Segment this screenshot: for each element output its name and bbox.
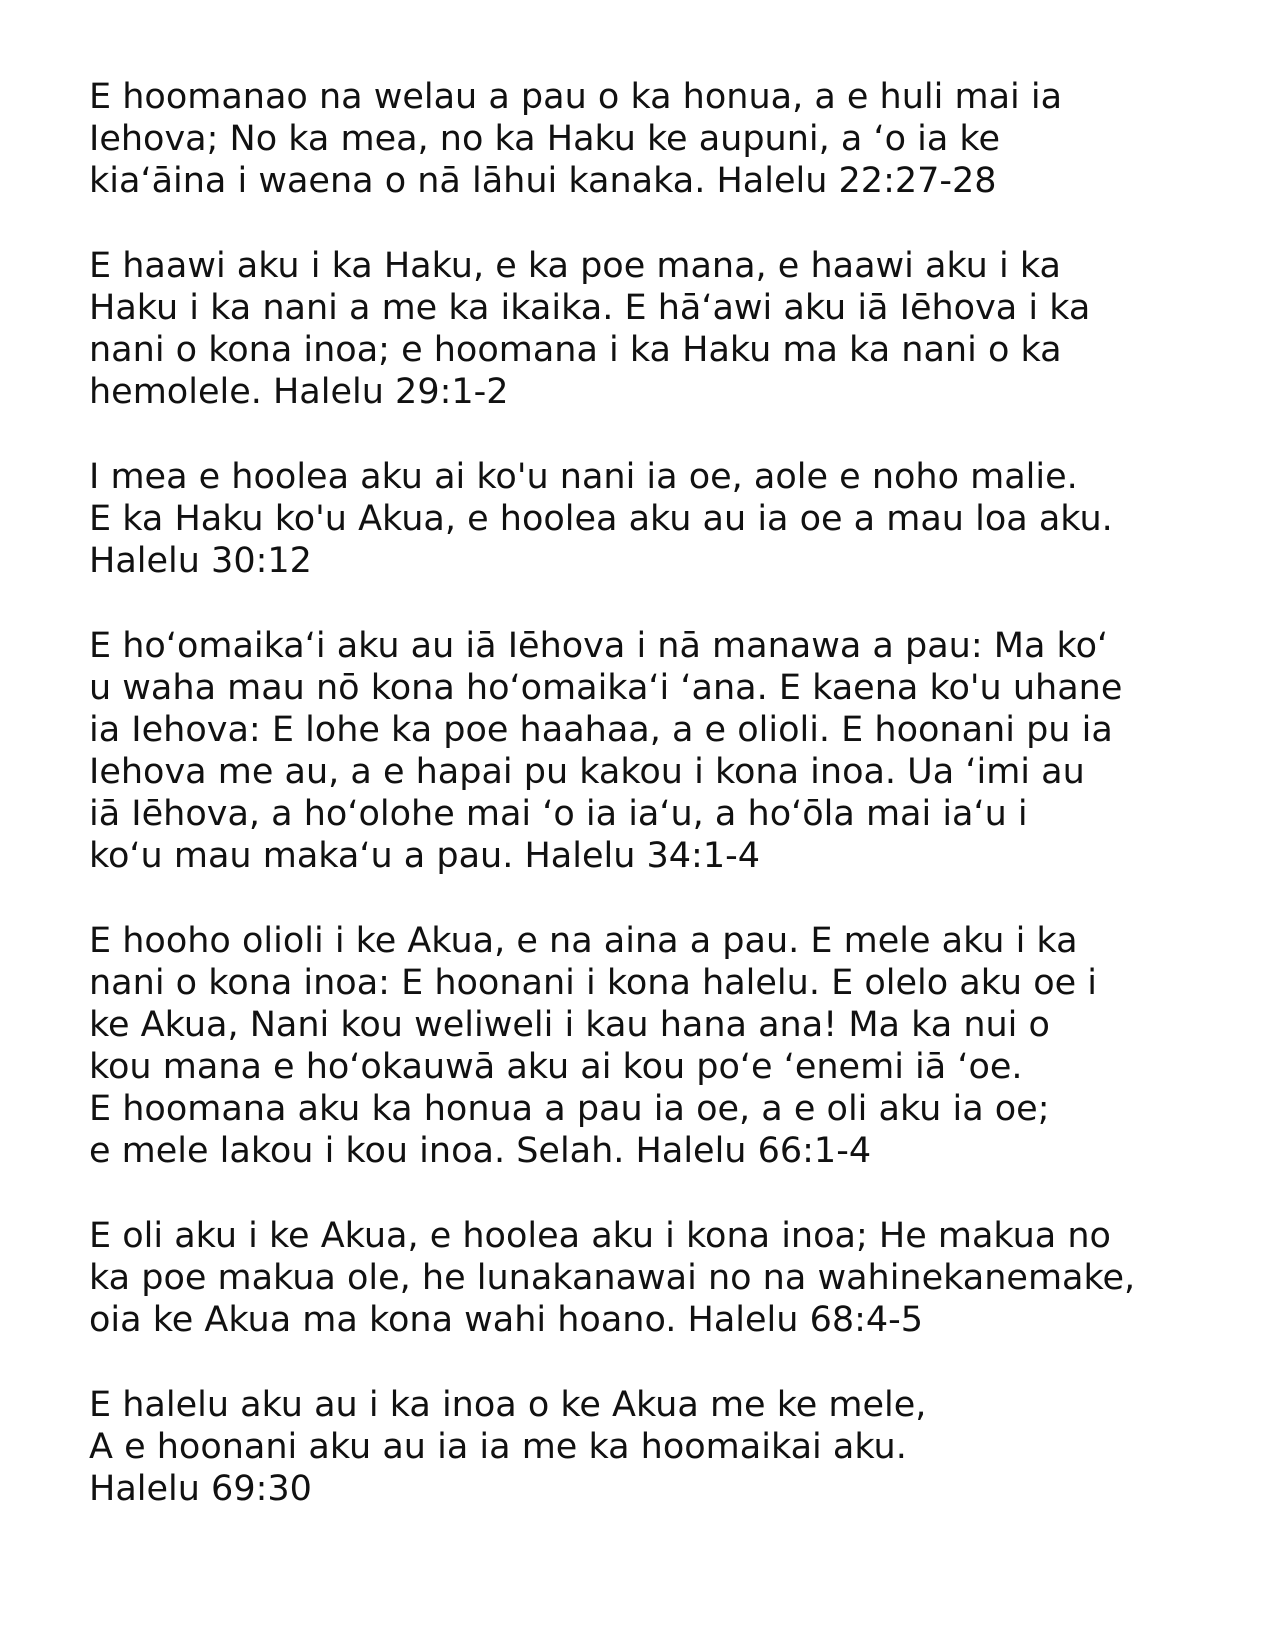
text-line: nani o kona inoa: E hoonani i kona halelu. E olelo aku oe i — [89, 963, 1097, 1003]
text-line: E hoʻomaikaʻi aku au iā Iēhova i nā manawa a pau: Ma koʻ — [89, 626, 1109, 666]
text-line: E haawi aku i ka Haku, e ka poe mana, e haawi aku i ka — [89, 246, 1061, 286]
text-line: ka poe makua ole, he lunakanawai no na wahinekanemake, — [89, 1258, 1136, 1298]
text-line: ke Akua, Nani kou weliweli i kau hana ana! Ma ka nui o — [89, 1005, 1050, 1045]
text-line: u waha mau nō kona hoʻomaikaʻi ʻana. E kaena ko'u uhane — [89, 668, 1123, 708]
passage-halelu-66 — [89, 920, 1219, 1172]
text-line: E halelu aku au i ka inoa o ke Akua me ke mele, — [89, 1385, 927, 1425]
text-line: iā Iēhova, a hoʻolohe mai ‘o ia iaʻu, a hoʻōla mai iaʻu i — [89, 794, 1028, 834]
text-line: nani o kona inoa; e hoomana i ka Haku ma ka nani o ka — [89, 330, 1062, 370]
text-line: ia Iehova: E lohe ka poe haahaa, a e olioli. E hoonani pu ia — [89, 710, 1113, 750]
text-line: Iehova; No ka mea, no ka Haku ke aupuni, a ‘o ia ke — [89, 119, 1000, 159]
text-line: hemolele. Halelu 29:1-2 — [89, 372, 509, 412]
passage-halelu-30 — [89, 456, 1219, 582]
passage-halelu-69 — [89, 1384, 1219, 1510]
text-line: E hoomanao na welau a pau o ka honua, a e huli mai ia — [89, 77, 1063, 117]
text-line: I mea e hoolea aku ai ko'u nani ia oe, aole e noho malie. — [89, 457, 1078, 497]
text-line: Halelu 69:30 — [89, 1469, 312, 1509]
text-line: E hooho olioli i ke Akua, e na aina a pau. E mele aku i ka — [89, 921, 1078, 961]
text-line: E oli aku i ke Akua, e hoolea aku i kona inoa; He makua no — [89, 1216, 1111, 1256]
text-line: kou mana e hoʻokauwā aku ai kou poʻe ‘enemi iā ‘oe. — [89, 1047, 1023, 1087]
text-line: koʻu mau makaʻu a pau. Halelu 34:1-4 — [89, 836, 761, 876]
text-line: e mele lakou i kou inoa. Selah. Halelu 66:1-4 — [89, 1131, 872, 1171]
text-line: kiaʻāina i waena o nā lāhui kanaka. Halelu 22:27-28 — [89, 161, 997, 201]
text-line: E hoomana aku ka honua a pau ia oe, a e oli aku ia oe; — [89, 1089, 1050, 1129]
passage-halelu-68 — [89, 1215, 1219, 1341]
passage-halelu-29 — [89, 245, 1219, 413]
passage-halelu-34 — [89, 625, 1219, 877]
passage-halelu-22 — [89, 76, 1219, 202]
text-line: E ka Haku ko'u Akua, e hoolea aku au ia oe a mau loa aku. — [89, 499, 1113, 539]
text-line: Haku i ka nani a me ka ikaika. E hāʻawi aku iā Iēhova i ka — [89, 288, 1091, 328]
text-line: Iehova me au, a e hapai pu kakou i kona inoa. Ua ‘imi au — [89, 752, 1085, 792]
text-line: oia ke Akua ma kona wahi hoano. Halelu 68:4-5 — [89, 1300, 924, 1340]
text-line: A e hoonani aku au ia ia me ka hoomaikai aku. — [89, 1427, 907, 1467]
text-line: Halelu 30:12 — [89, 541, 312, 581]
